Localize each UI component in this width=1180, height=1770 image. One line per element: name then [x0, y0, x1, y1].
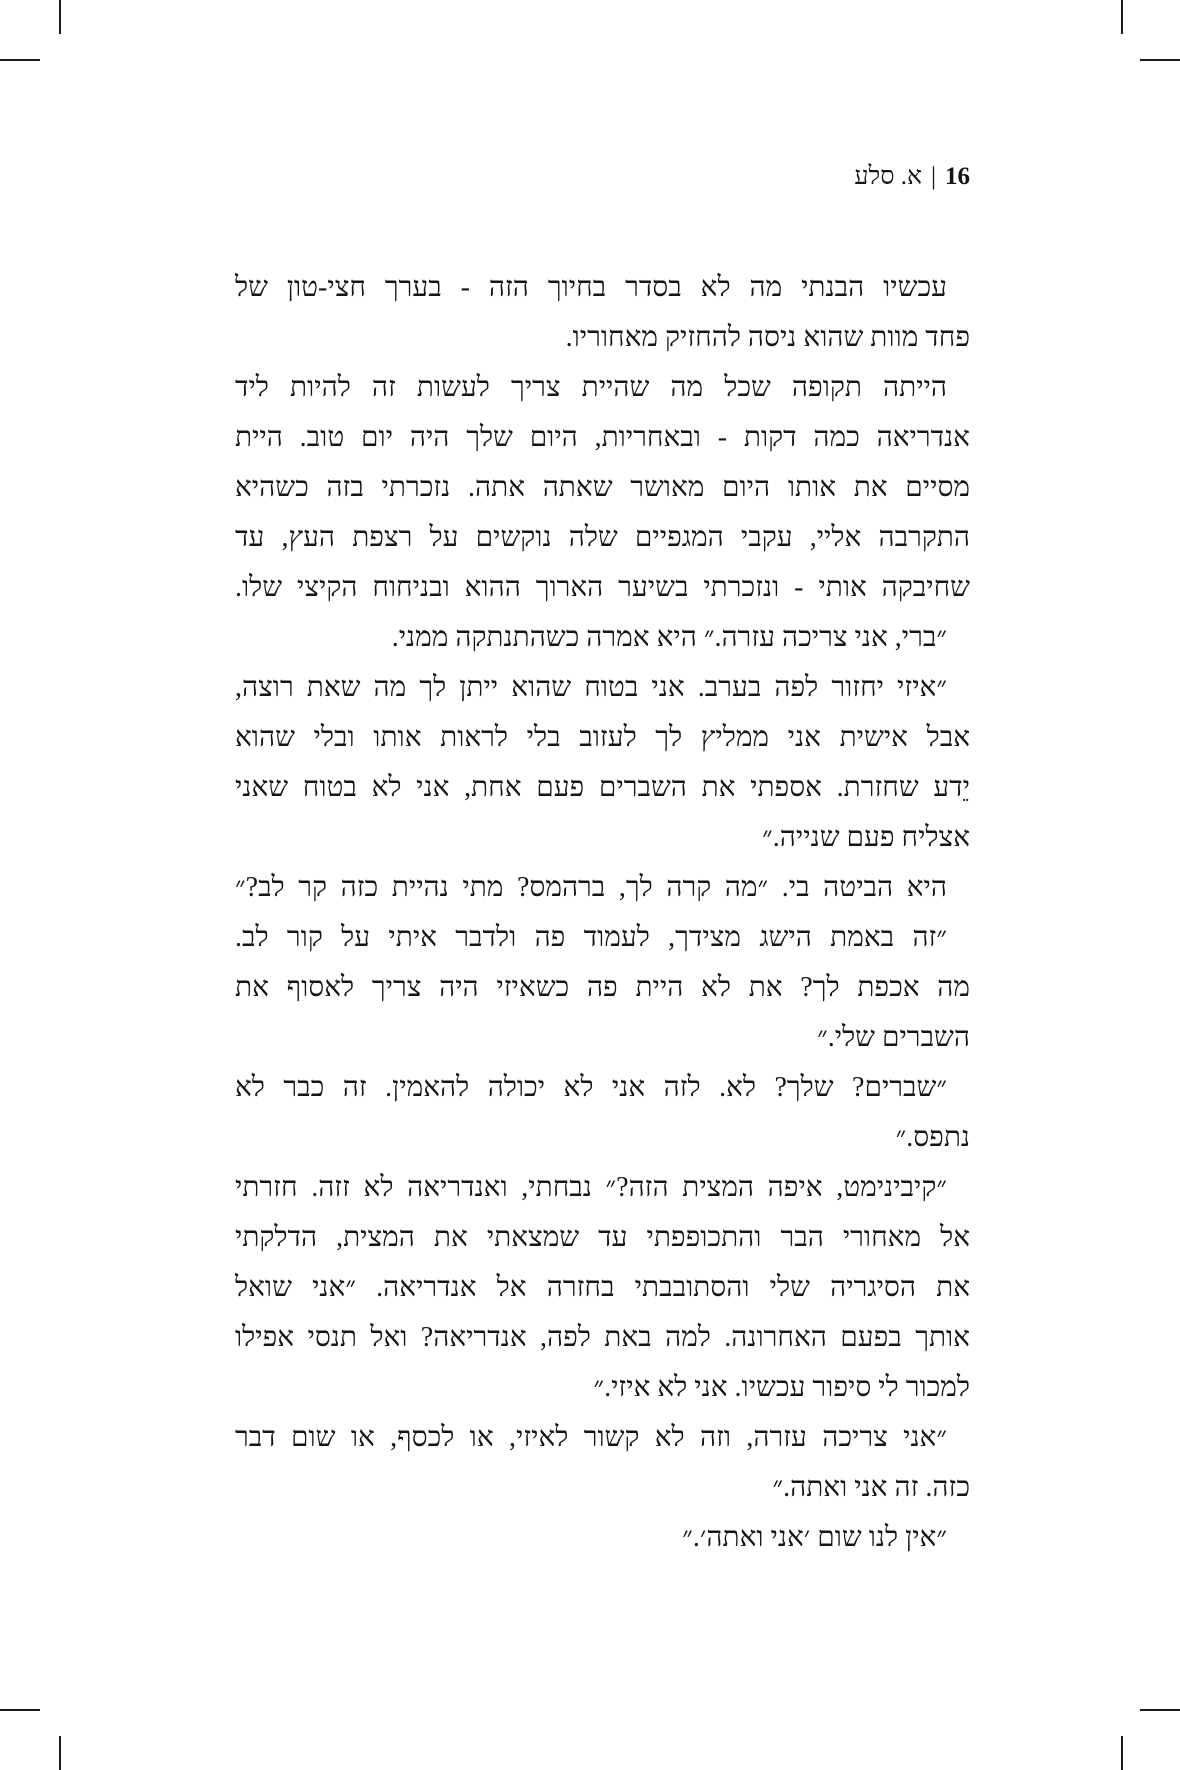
text-line: אבל אישית אני ממליץ לך לעזוב בלי לראות אותו ובלי שהוא: [235, 722, 970, 753]
crop-mark-top-right-vertical: [1121, 0, 1123, 34]
text-line: היא הביטה בי. ״מה קרה לך, ברהמס? מתי נהיית כזה קר לב?״: [235, 872, 947, 903]
paragraph: [235, 913, 970, 1063]
paragraph: [235, 363, 970, 613]
text-line: יֵדע שחזרת. אספתי את השברים פעם אחת, אני לא בטוח שאני: [235, 772, 970, 803]
body-text: [235, 263, 970, 1563]
page-number: 16: [945, 163, 970, 190]
text-line: שחיבקה אותי - ונזכרתי בשיער הארוך ההוא ובניחוח הקיצי שלו.: [235, 572, 970, 603]
paragraph: [235, 613, 970, 663]
author-name: א. סלע: [854, 163, 922, 190]
text-line: ״ברי, אני צריכה עזרה.״ היא אמרה כשהתנתקה ממני.: [391, 622, 947, 653]
text-line: אל מאחורי הבר והתכופפתי עד שמצאתי את המצית, הדלקתי: [235, 1222, 970, 1253]
text-line: פחד מוות שהוא ניסה להחזיק מאחוריו.: [565, 322, 970, 353]
text-line: אצליח פעם שנייה.״: [762, 822, 970, 853]
crop-mark-bottom-right-vertical: [1121, 1736, 1123, 1770]
paragraph: [235, 1063, 970, 1163]
paragraph: [235, 663, 970, 863]
paragraph: [235, 263, 970, 363]
text-line: אותך בפעם האחרונה. למה באת לפה, אנדריאה? ואל תנסי אפילו: [235, 1322, 970, 1353]
text-line: ״שברים? שלך? לא. לזה אני לא יכולה להאמין. זה כבר לא: [235, 1072, 947, 1103]
text-line: ״קיבינימט, איפה המצית הזה?״ נבחתי, ואנדריאה לא זזה. חזרתי: [235, 1172, 947, 1203]
header-separator: |: [930, 163, 936, 190]
running-header: [854, 160, 970, 194]
text-line: נתפס.״: [895, 1122, 970, 1153]
text-line: התקרבה אליי, עקבי המגפיים שלה נוקשים על רצפת העץ, עד: [235, 522, 970, 553]
crop-mark-top-right-horizontal: [1140, 59, 1180, 61]
text-line: מה אכפת לך? את לא היית פה כשאיזי היה צריך לאסוף את: [235, 972, 970, 1003]
text-line: ״זה באמת הישג מצידך, לעמוד פה ולדבר איתי על קור לב.: [235, 922, 947, 953]
text-line: ״איזי יחזור לפה בערב. אני בטוח שהוא ייתן לך מה שאת רוצה,: [235, 672, 947, 703]
crop-mark-bottom-left-vertical: [59, 1736, 61, 1770]
crop-mark-top-left-horizontal: [0, 59, 40, 61]
text-line: ״אין לנו שום ׳אני ואתה׳.״: [682, 1522, 947, 1553]
paragraph: [235, 1513, 970, 1563]
text-line: ״אני צריכה עזרה, וזה לא קשור לאיזי, או לכסף, או שום דבר: [235, 1422, 947, 1453]
paragraph: [235, 1413, 970, 1513]
text-line: כזה. זה אני ואתה.״: [772, 1472, 970, 1503]
crop-mark-bottom-right-horizontal: [1140, 1709, 1180, 1711]
paragraph: [235, 863, 970, 913]
text-line: את הסיגריה שלי והסתובבתי בחזרה אל אנדריאה. ״אני שואל: [235, 1272, 970, 1303]
text-line: אנדריאה כמה דקות - ובאחריות, היום שלך היה יום טוב. היית: [235, 422, 970, 453]
text-line: עכשיו הבנתי מה לא בסדר בחיוך הזה - בערך חצי-טון של: [235, 272, 947, 303]
paragraph: [235, 1163, 970, 1413]
crop-mark-bottom-left-horizontal: [0, 1709, 40, 1711]
crop-mark-top-left-vertical: [59, 0, 61, 34]
text-line: מסיים את אותו היום מאושר שאתה אתה. נזכרתי בזה כשהיא: [235, 472, 970, 503]
text-line: הייתה תקופה שכל מה שהיית צריך לעשות זה להיות ליד: [235, 372, 947, 403]
text-line: למכור לי סיפור עכשיו. אני לא איזי.״: [593, 1372, 970, 1403]
text-line: השברים שלי.״: [817, 1022, 970, 1053]
